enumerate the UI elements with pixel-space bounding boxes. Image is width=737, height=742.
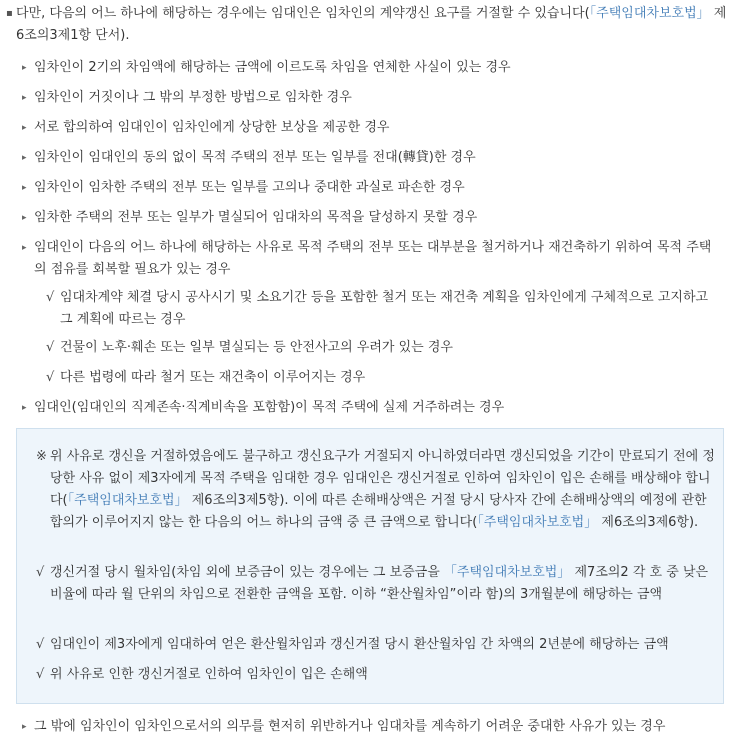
check-icon: √ [36, 637, 45, 652]
law-link[interactable]: 「주택임대차보호법」 [477, 515, 598, 530]
triangle-bullet-icon: ▸ [22, 123, 27, 133]
notice-list-item: √ 임대인이 제3자에게 임대하여 얻은 환산월차임과 갱신거절 당시 환산월차임 간 차액의 2년분에 해당하는 금액 [36, 634, 716, 656]
intro-text: 다만, 다음의 어느 하나에 해당하는 경우에는 임대인은 임차인의 계약갱신 요구를 거절할 수 있습니다(「주택임대차보호법」 제6조의3제1항 단서). [16, 6, 727, 43]
check-icon: √ [46, 340, 55, 355]
triangle-bullet-icon: ▸ [22, 213, 27, 223]
list-item: ▸ 임차인이 임차한 주택의 전부 또는 일부를 고의나 중대한 과실로 파손한 경우 [22, 177, 722, 199]
sub-list-item: √ 건물이 노후·훼손 또는 일부 멸실되는 등 안전사고의 우려가 있는 경우 [46, 337, 718, 359]
triangle-bullet-icon: ▸ [22, 93, 27, 103]
intro-paragraph [6, 3, 728, 47]
check-icon: √ [46, 370, 55, 385]
notice-paragraph: ※ 위 사유로 갱신을 거절하였음에도 불구하고 갱신요구가 거절되지 아니하였더라면 갱신되었을 기간이 만료되기 전에 정당한 사유 없이 제3자에게 목적 주택을 임대한 경우 임대인은 갱신거절로 인하여 임차인이 입은 손해를 배상해야 합니다(「주택임대차보호법」 제6조의3제5항). 이에 따른 손해배상액은 거절 당시 당사자 간에 손해배상액의 예정에 관한 합의가 이루어지지 않는 한 다음의 어느 하나의 금액 중 큰 금액으로 합니다(「주택임대차보호법」 제6조의3제6항). [36, 446, 718, 534]
list-item: ▸ 임차인이 2기의 차임액에 해당하는 금액에 이르도록 차임을 연체한 사실이 있는 경우 [22, 57, 722, 79]
list-item: ▸ 임차인이 거짓이나 그 밖의 부정한 방법으로 임차한 경우 [22, 87, 722, 109]
list-item: ▸ 임차인이 임대인의 동의 없이 목적 주택의 전부 또는 일부를 전대(轉貸)한 경우 [22, 147, 722, 169]
list-item: ▸ 임대인(임대인의 직계존속·직계비속을 포함함)이 목적 주택에 실제 거주하려는 경우 [22, 397, 722, 419]
law-link[interactable]: 「주택임대차보호법」 [443, 565, 571, 580]
bullet-icon: ▪ [6, 8, 13, 19]
notice-list-item: √ 위 사유로 인한 갱신거절로 인하여 임차인이 입은 손해액 [36, 664, 716, 686]
triangle-bullet-icon: ▸ [22, 63, 27, 73]
list-item: ▸ 서로 합의하여 임대인이 임차인에게 상당한 보상을 제공한 경우 [22, 117, 722, 139]
triangle-bullet-icon: ▸ [22, 153, 27, 163]
sub-list-item: √ 임대차계약 체결 당시 공사시기 및 소요기간 등을 포함한 철거 또는 재건축 계획을 임차인에게 구체적으로 고지하고 그 계획에 따르는 경우 [46, 287, 718, 331]
triangle-bullet-icon: ▸ [22, 243, 27, 253]
list-item: ▸ 임대인이 다음의 어느 하나에 해당하는 사유로 목적 주택의 전부 또는 대부분을 철거하거나 재건축하기 위하여 목적 주택의 점유를 회복할 필요가 있는 경우 [22, 237, 722, 281]
list-item: ▸ 임차한 주택의 전부 또는 일부가 멸실되어 임대차의 목적을 달성하지 못할 경우 [22, 207, 722, 229]
triangle-bullet-icon: ▸ [22, 183, 27, 193]
sub-list-item: √ 다른 법령에 따라 철거 또는 재건축이 이루어지는 경우 [46, 367, 718, 389]
check-icon: √ [46, 290, 55, 305]
triangle-bullet-icon: ▸ [22, 722, 27, 732]
notice-list-item: √ 갱신거절 당시 월차임(차임 외에 보증금이 있는 경우에는 그 보증금을 「주택임대차보호법」 제7조의2 각 호 중 낮은 비율에 따라 월 단위의 차임으로 전환한 금액을 포함. 이하 “환산월차임”이라 함)의 3개월분에 해당하는 금액 [36, 562, 716, 606]
check-icon: √ [36, 667, 45, 682]
check-icon: √ [36, 565, 45, 580]
law-link[interactable]: 「주택임대차보호법」 [67, 493, 188, 508]
triangle-bullet-icon: ▸ [22, 403, 27, 413]
list-item: ▸ 그 밖에 임차인이 임차인으로서의 의무를 현저히 위반하거나 임대차를 계속하기 어려운 중대한 사유가 있는 경우 [22, 716, 722, 738]
reference-mark-icon: ※ [36, 449, 47, 464]
law-link[interactable]: 「주택임대차보호법」 [589, 6, 710, 21]
